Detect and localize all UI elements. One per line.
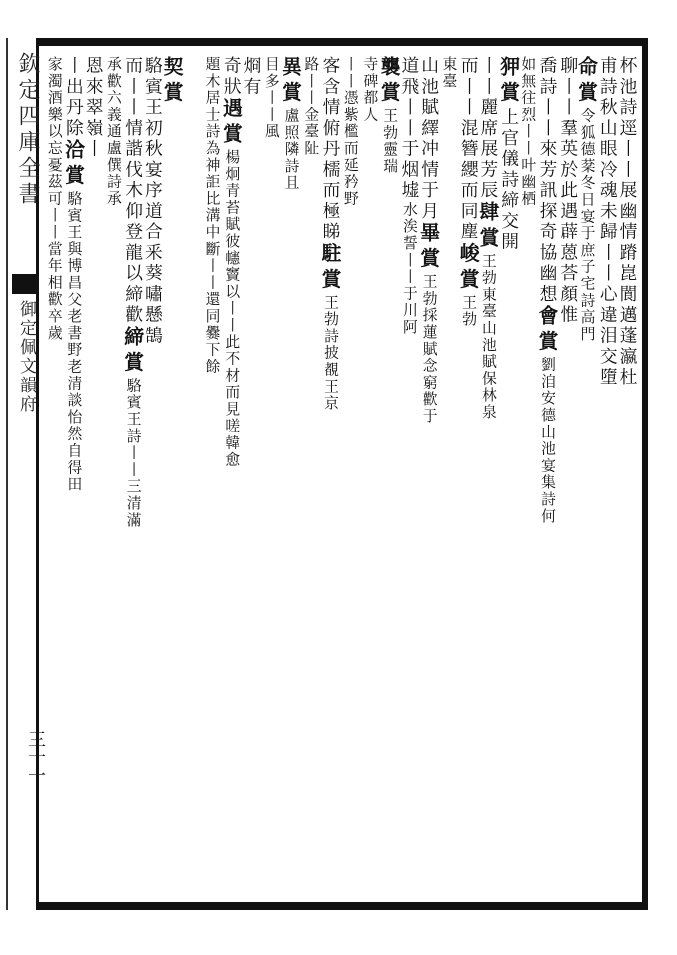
text-column-10: 東臺 xyxy=(440,56,458,90)
text-column-8: 丨丨麗席展芳辰肆賞王勃東臺山池賦保林泉 xyxy=(475,56,500,421)
text-column-27: 承歡六義通盧僎詩承 xyxy=(104,56,122,208)
text-column-13: 襲賞王勃靈瑞 xyxy=(377,56,402,175)
text-column-29: 丨出丹除洽賞駱賓王與博昌父老書野老清談怡然自得田 xyxy=(61,56,86,493)
text-column-26: 而丨丨情諧伐木仰登龍以締歡締賞駱賓王詩丨丨三清滿 xyxy=(120,56,145,529)
section-title: 御定佩文韻府 xyxy=(16,300,36,414)
text-column-28: 恩來翠嶺丨 xyxy=(83,56,104,160)
text-column-19: 目多丨丨風 xyxy=(262,56,280,140)
frame-top-border xyxy=(36,38,648,46)
text-column-4: 聊丨丨羣英於此遇薜蒽荅顏惟 xyxy=(557,56,578,326)
page-number: 三十一 xyxy=(25,730,46,784)
book-title: 欽定四庫全書 xyxy=(15,52,40,208)
text-column-21: 奇狀遇賞楊炯青苔賦彼幰竇以丨丨此不材而見嗟韓愈 xyxy=(219,56,244,469)
text-column-20: 烱有 xyxy=(241,56,262,98)
frame-right-border xyxy=(642,38,648,910)
text-column-1: 杯池詩逕丨丨展幽情蹐崑閬邁蓬瀛杜 xyxy=(616,56,637,389)
text-column-22: 題木居士詩為神詎比溝中斷丨丨還同爨下餘 xyxy=(203,56,221,376)
text-column-18: 異賞盧照隣詩且 xyxy=(278,56,303,192)
text-column-5: 喬詩丨丨來芳訊探奇協幽想會賞劉洎安德山池宴集詩何 xyxy=(535,56,560,525)
text-column-11: 山池賦繹冲情于月畢賞王勃採蓮賦念窮歡于 xyxy=(416,56,441,425)
text-column-2: 甫詩秋山眼冷魂未歸丨丨心違泪交墮 xyxy=(597,56,618,389)
text-column-25: 駱賓王初秋宴序道合釆葵嘯懸鵠 xyxy=(142,56,163,347)
fishtail-mark xyxy=(12,274,36,294)
text-column-6: 如無往烈丨丨叶幽栖 xyxy=(519,56,537,208)
text-column-24: 契賞 xyxy=(160,56,185,108)
text-column-17: 路丨丨金臺阯 xyxy=(302,56,320,157)
text-column-30: 家濁酒樂以忘憂茲可丨丨當年相歡卒歲 xyxy=(45,56,63,342)
text-column-23 xyxy=(182,56,202,898)
text-column-7: 狎賞上官儀詩締交開 xyxy=(496,56,521,253)
text-column-15: 丨丨憑紫檻而延矜野 xyxy=(341,56,359,208)
text-column-9: 而丨丨混簪纓而同塵峻賞王勃 xyxy=(456,56,481,328)
gutter-rule xyxy=(6,38,8,910)
text-column-12: 道飛丨丨于烟墟水涘誓丨丨于川阿 xyxy=(398,56,419,336)
text-column-3: 命賞令狐德棻冬日宴于庶子宅詩高門 xyxy=(574,56,599,343)
frame-bottom-border xyxy=(36,902,648,910)
text-column-14: 寺碑都人 xyxy=(361,56,379,124)
text-column-16: 客含情俯丹檽而極睇駐賞王勃詩披覩王京 xyxy=(317,56,342,412)
